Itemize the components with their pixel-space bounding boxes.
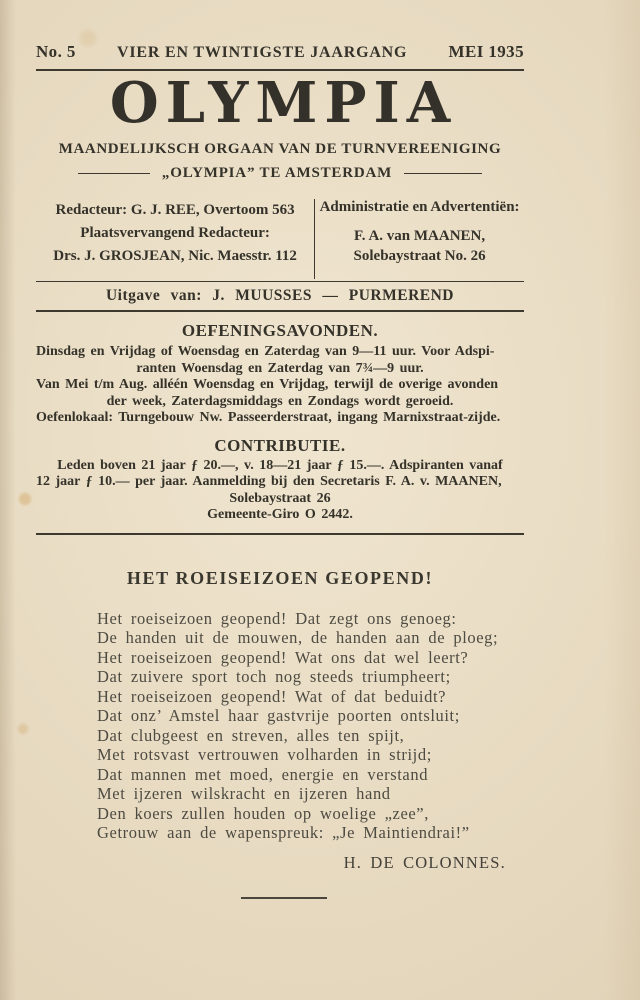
publisher-line: Uitgave van: J. MUUSSES — PURMEREND bbox=[105, 287, 455, 304]
oefeningsavonden-text bbox=[36, 344, 524, 427]
magazine-title: OLYMPIA bbox=[109, 70, 458, 136]
masthead-subtitle-line1: MAANDELIJKSCH ORGAAN VAN DE TURNVEREENIGING bbox=[58, 141, 502, 157]
poem-line: Met ijzeren wilskracht en ijzeren hand bbox=[97, 784, 391, 803]
left-dash-rule bbox=[78, 173, 150, 174]
contributie-text bbox=[36, 458, 524, 524]
article-end-rule bbox=[241, 897, 327, 899]
notice-line: ranten Woensdag en Zaterdag van 7¾—9 uur. bbox=[136, 360, 424, 376]
administration-column bbox=[315, 199, 524, 279]
contributie-rule bbox=[36, 533, 524, 535]
poem-line: Met rotsvast vertrouwen volharden in strijd; bbox=[97, 745, 432, 764]
poem-line: Dat clubgeest en streven, alles ten spijt, bbox=[97, 725, 405, 745]
editor-line: Drs. J. GROSJEAN, Nic. Maesstr. 112 bbox=[53, 248, 297, 264]
page-content bbox=[36, 0, 524, 899]
editorial-columns bbox=[36, 199, 524, 279]
issue-number: No. 5 bbox=[36, 42, 76, 61]
notice-line: Solebaystraat 26 bbox=[229, 490, 331, 506]
volume-label: VIER EN TWINTIGSTE JAARGANG bbox=[117, 44, 408, 61]
poem-line: Het roeiseizoen geopend! Dat zegt ons genoeg: bbox=[97, 608, 457, 628]
administration-line: Solebaystraat No. 26 bbox=[353, 248, 486, 264]
issue-date: MEI 1935 bbox=[448, 42, 524, 61]
masthead-subtitle-line2 bbox=[36, 165, 524, 182]
administration-header: Administratie en Advertentiën: bbox=[319, 199, 520, 215]
notice-line: Gemeente-Giro O 2442. bbox=[207, 507, 353, 522]
notice-line: Van Mei t/m Aug. alléén Woensdag en Vrijdag, terwijl de overige avonden bbox=[36, 377, 499, 392]
notice-line: Oefenlokaal: Turngebouw Nw. Passeerderstraat, ingang Marnixstraat-zijde. bbox=[36, 410, 501, 425]
poem-line: Het roeiseizoen geopend! Wat of dat beduidt? bbox=[97, 686, 447, 706]
poem-line: Dat mannen met moed, energie en verstand bbox=[97, 764, 429, 784]
masthead-subtitle-text: „OLYMPIA” TE AMSTERDAM bbox=[161, 165, 393, 181]
notice-line: Leden boven 21 jaar ƒ 20.—, v. 18—21 jaar ƒ 15.—. Adspiranten vanaf bbox=[57, 457, 503, 473]
editor-line: Redacteur: G. J. REE, Overtoom 563 bbox=[55, 202, 295, 218]
poem-line: Getrouw aan de wapenspreuk: „Je Maintiendrai!” bbox=[97, 823, 470, 842]
section-heading-contributie: CONTRIBUTIE. bbox=[214, 435, 346, 455]
poem-line: Dat zuivere sport toch nog steeds triumpheert; bbox=[97, 667, 451, 686]
poem-line: Den koers zullen houden op woelige „zee”, bbox=[97, 803, 429, 823]
section-heading-oefeningsavonden: OEFENINGSAVONDEN. bbox=[181, 321, 379, 340]
article-title: HET ROEISEIZOEN GEOPEND! bbox=[126, 567, 434, 588]
article-signature: H. DE COLONNES. bbox=[343, 852, 506, 872]
columns-rule bbox=[36, 281, 524, 282]
poem bbox=[97, 609, 524, 843]
notice-line: der week, Zaterdagsmiddags en Zondags wordt geroeid. bbox=[106, 393, 454, 409]
editorial-column bbox=[36, 199, 314, 279]
right-dash-rule bbox=[404, 173, 482, 174]
issue-header-row bbox=[36, 42, 524, 62]
editor-line: Plaatsvervangend Redacteur: bbox=[80, 225, 270, 241]
poem-line: De handen uit de mouwen, de handen aan de ploeg; bbox=[97, 628, 499, 647]
poem-line: Het roeiseizoen geopend! Wat ons dat wel leert? bbox=[97, 647, 469, 667]
administration-line: F. A. van MAANEN, bbox=[354, 228, 486, 244]
publisher-rule bbox=[36, 310, 524, 312]
poem-line: Dat onz’ Amstel haar gastvrije poorten ontsluit; bbox=[97, 706, 460, 725]
notice-line: Dinsdag en Vrijdag of Woensdag en Zaterdag van 9—11 uur. Voor Adspi- bbox=[36, 344, 495, 359]
notice-line: 12 jaar ƒ 10.— per jaar. Aanmelding bij den Secretaris F. A. v. MAANEN, bbox=[36, 474, 502, 489]
